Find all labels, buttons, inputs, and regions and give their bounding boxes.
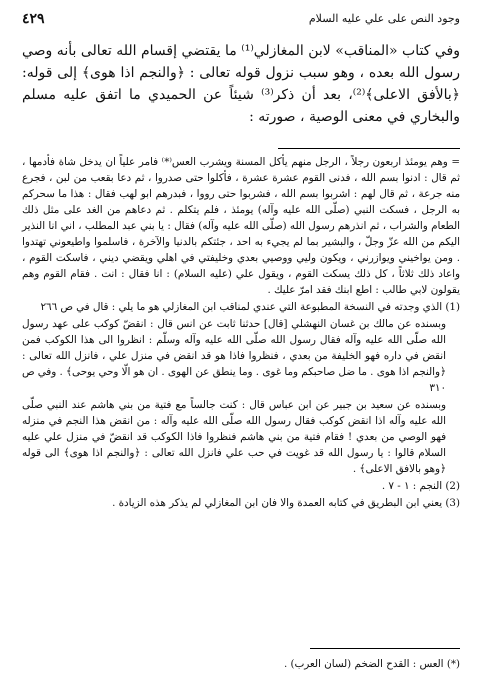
gloss: [22, 656, 460, 672]
running-header: [22, 10, 460, 28]
running-title: وجود النص على علي عليه السلام: [308, 12, 460, 25]
gloss-note: (*) العس : القدح الضخم (لسان العرب) .: [283, 658, 460, 670]
footnote-continuation: = وهم يومئذ اربعون رجلاً ، الرجل منهم يأكل المسنة ويشرب العس⁽*⁾ فامر علياً ان يدخل شاة فأدمها ، ثم قال : ادنوا بسم الله ، فدنى القوم عشرة عشرة ، فأكلوا حتى صدروا ، ثم دعا بقعب من لبن ، فجرع منه جرعة ، ثم قال لهم : اشربوا بسم الله ، فشربوا حتى رووا ، فبدرهم ابو لهب فقال : هذا ما سحركم به الرجل ، فسكت النبي (صلّى الله عليه وآله) يومئذ ، فلم يتكلم . ثم دعاهم من الغد على مثل ذلك الطعام والشراب ، ثم انذرهم رسول الله (صلّى الله عليه وآله) فقال : يا بني عبد المطلب ، اني انا النذير اليكم من الله عزّ وجلّ ، والبشير بما لم يجيء به احد ، جئتكم بالدنيا والآخرة ، فاسلموا واطيعوني تهتدوا . ومن يواخيني ويوازرني ، ويكون وليي ووصيي بعدي وخليفتي في اهلي ويقضي ديني ، فاسكت القوم ، واعاد ذلك ثلاثاً ، كل ذلك يسكت القوم ، ويقول علي (عليه السلام) : انا فقال : انت . فقام القوم وهم يقولون لابي طالب : اطع ابنك فقد امرّ عليك .: [22, 156, 460, 296]
body-paragraph: وفي كتاب «المناقب» لابن المغازلي⁽¹⁾ ما يقتضي إقسام الله تعالى بأنه وصي رسول الله بعده ، وهو سبب نزول قوله تعالى : ﴿والنجم اذا هوى﴾ إلى قوله: ﴿بالأفق الاعلى﴾⁽²⁾، بعد أن ذكر⁽³⁾ شيئاً عن الحميدي ما اتفق عليه مسلم والبخاري في معنى الوصية ، صورته :: [22, 43, 461, 125]
footnote-1-quote-a: وبسنده عن مالك بن غسان النهشلي [قال] حدثنا ثابت عن انس قال : انقضّ كوكب على عهد رسول الله صلّى الله عليه وآله فقال رسول الله صلّى الله عليه وآله وسلّم : انظروا الى هذا الكوكب فمن انقض في داره فهو الخليفة من بعدي ، فنظروا فاذا هو قد انقض في منزل علي ، فانزل الله تعالى : ﴿والنجم اذا هوى . ما ضل صاحبكم وما غوى . وما ينطق عن الهوى . ان هو الّا وحي يوحى﴾ . وفي ص ٣١٠: [22, 318, 446, 394]
footnote-rule: [278, 148, 460, 149]
gloss-rule: [310, 648, 460, 649]
page-number: ٤٢٩: [22, 11, 45, 27]
footnote-1-quote-b: وبسنده عن سعيد بن جبير عن ابن عباس قال : كنت جالساً مع فتية من بني هاشم عند النبي صلّى الله عليه وآله اذا انقض كوكب فقال رسول الله صلّى الله عليه وآله : من انقض هذا النجم في منزله فهو الوصي من بعدي ! فقام فتية من بني هاشم فنظروا فاذا الكوكب قد انقضّ في منزل علي عليه السلام قالوا : يا رسول الله قد غويت في حب علي فانزل الله تعالى : ﴿والنجم اذا هوى﴾ الى قوله ﴿وهو بالافق الاعلى﴾ .: [22, 399, 446, 475]
footnote-2: (2) النجم : ١ - ٧ .: [381, 480, 460, 492]
footnote-1: (1) الذي وجدته في النسخة المطبوعة التي عندي لمناقب ابن المغازلي هو ما يلي : قال في ص ٢٦٦: [40, 301, 460, 313]
footnotes: [22, 154, 460, 512]
main-text: [22, 40, 460, 128]
footnote-3: (3) يعني ابن البطريق في كتابه العمدة والا فان ابن المغازلي لم يذكر هذه الزيادة .: [112, 497, 460, 509]
